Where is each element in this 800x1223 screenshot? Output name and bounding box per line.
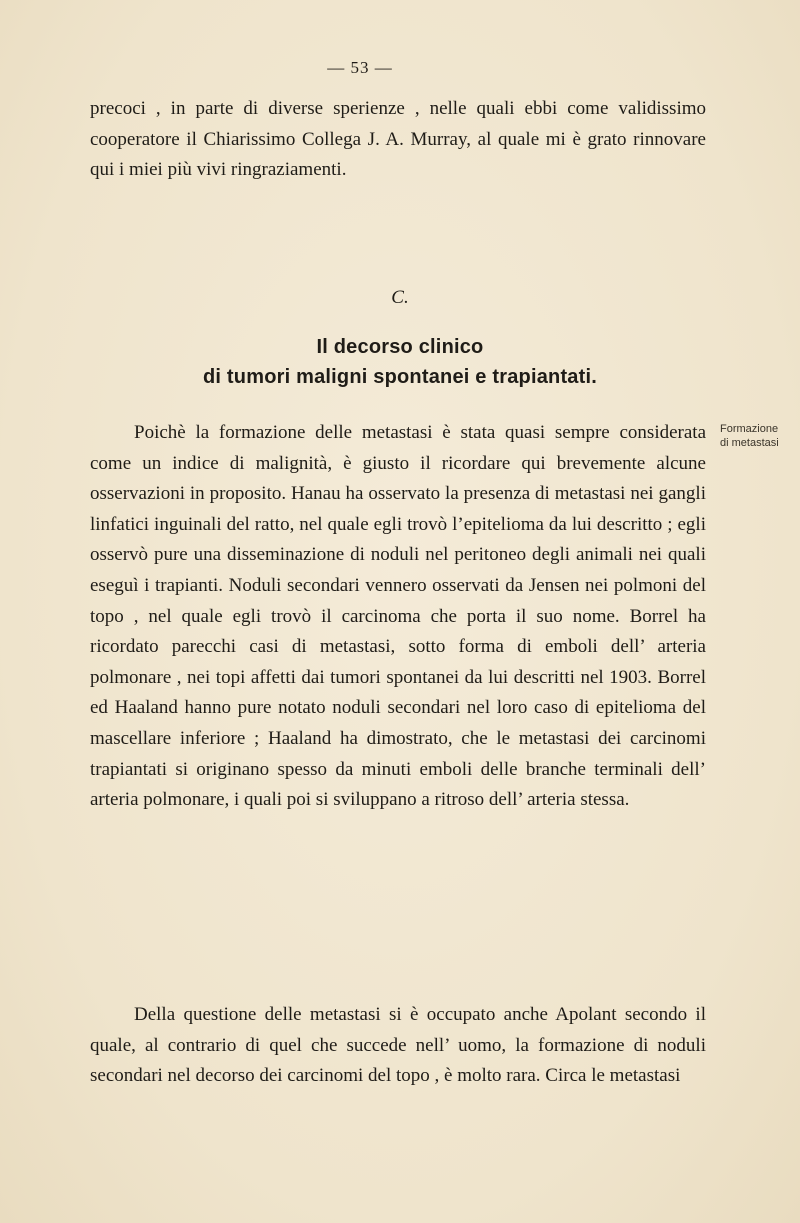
section-title-line-1: Il decorso clinico bbox=[316, 336, 484, 358]
paragraph-metastasi: Poichè la formazione delle metastasi è stata quasi sempre considerata come un indice di malignità, è giusto il ricordare qui brevemente alcune osservazioni in proposito. Hanau ha osservato la presenza di metastasi nei gangli linfatici inguinali del ratto, nel quale egli trovò l’epitelioma da lui descritto ; egli osservò pure una disseminazione di noduli nel peritoneo degli animali nei quali eseguì i trapianti. Noduli secondari vennero osservati da Jensen nei polmoni del topo , nel quale egli trovò il carcinoma che porta il suo nome. Borrel ha ricordato parecchi casi di metastasi, sotto forma di emboli dell’ arteria polmonare , nei topi affetti dai tumori spontanei da lui descritti nel 1903. Borrel ed Haaland hanno pure notato noduli secondari nel loro caso di epitelioma del mascellare inferiore ; Haaland ha dimostrato, che le metastasi dei carcinomi trapiantati si originano spesso da minuti emboli delle branche terminali dell’ arteria polmonare, i quali poi si sviluppano a ritroso dell’ arteria stessa. bbox=[90, 422, 706, 811]
margin-note bbox=[720, 422, 798, 450]
paragraph-intro: precoci , in parte di diverse sperienze , nelle quali ebbi come validissimo cooperatore il Chiarissimo Collega J. A. Murray, al quale mi è grato rinnovare qui i miei più vivi ringraziamenti. bbox=[90, 98, 706, 181]
margin-note-line-1: Formazione bbox=[720, 423, 779, 435]
paragraph-apolant: Della questione delle metastasi si è occupato anche Apolant secondo il quale, al contrario di quel che succede nell’ uomo, la formazione di noduli secondari nel decorso dei carcinomi del topo , è molto rara. Circa le metastasi bbox=[90, 1004, 706, 1087]
page-number: — 53 — bbox=[327, 58, 393, 77]
section-letter: C. bbox=[391, 287, 409, 308]
margin-note-line-2: di metastasi bbox=[720, 437, 779, 449]
section-title-line-2: di tumori maligni spontanei e trapiantati. bbox=[203, 366, 597, 388]
